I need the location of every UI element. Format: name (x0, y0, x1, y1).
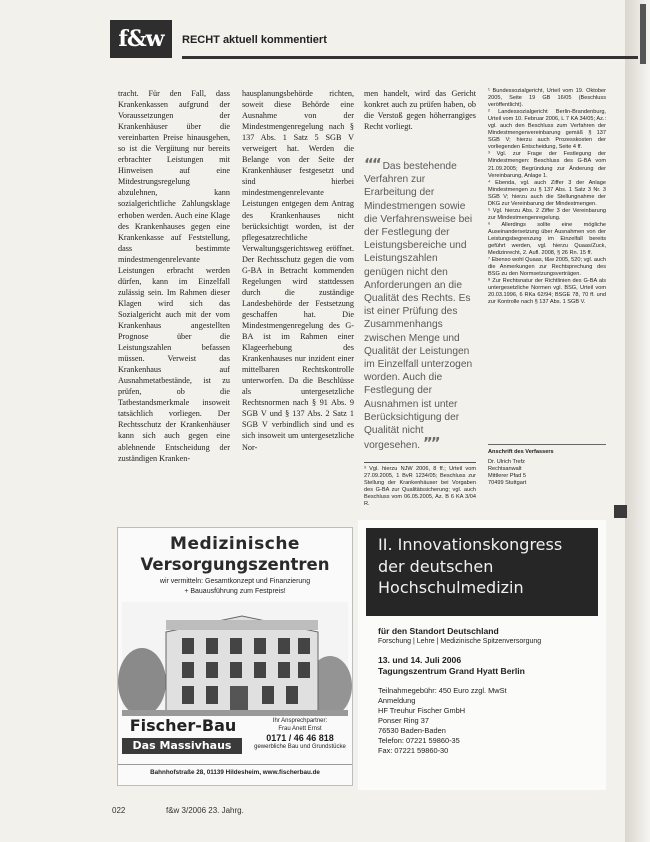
author-address-title: Anschrift des Verfassers (488, 449, 554, 455)
ad-brand-name: Fischer-Bau (129, 716, 237, 735)
footnote: ¹ Bundessozialgericht, Urteil vom 19. Oktober 2005, Seite 19 GB 16/05 (Beschluss veröffentlicht). (488, 88, 606, 109)
ad-contact-name: Frau Anett Ernst (278, 725, 322, 732)
ad-contact-note: gewerbliche Bau und Grundstücke (254, 744, 346, 750)
page-gutter-shadow (625, 0, 650, 842)
author-rule (488, 444, 606, 445)
ad-title (378, 534, 598, 599)
ad-phone: 0171 / 46 46 818 (266, 733, 334, 743)
section-title: RECHT aktuell kommentiert (182, 34, 327, 46)
author-address (488, 449, 606, 487)
ad-subtitle: für den Standort Deutschland (378, 626, 499, 636)
journal-logo: f&w (110, 20, 172, 58)
ad-info (378, 626, 600, 756)
ad-subline-2: + Bauausführung zum Festpreis! (184, 588, 286, 595)
footnote-col3: ³ Vgl. hierzu NJW 2006, 8 ff.; Urteil vom 27.09.2005, 1 BvR 1234/05; Beschluss zur Stellung der Krankenhäuser bei Vorgaben des G-BA zur Qualitätssicherung; vgl. auch Beschluss vom 06.05.2005, Az. B 6 KA 3/04 R. (364, 466, 476, 507)
ad-date: 13. und 14. Juli 2006 (378, 655, 462, 665)
footnote: ⁴ Ebenda, vgl. auch Ziffer 3 der Anlage Mindestmengen zu § 137 Abs. 1 Satz 3 Nr. 3 SGB V; hierzu auch die Stellungnahme der DKG zur Vereinbarung der Mindestmengen. (488, 179, 606, 207)
article-column-3 (364, 88, 476, 156)
ad-fee: Teilnahmegebühr: 450 Euro zzgl. MwSt (378, 686, 507, 695)
article-paragraph: tracht. Für den Fall, dass Krankenkassen aufgrund der Voraussetzungen der Krankenhäuser über die vereinbarten Preise hinausgehen, so ist die Vergütung nur bereits erbrachter Leistungen mit Hinweisen auf eine Mitdestrungsregelung abzulehnen, kann sozialgerichtliche Zahlungsklage erhoben werden. Auch eine Klage des Krankenhauses gegen eine Krankenkasse auf Feststellung, dass bestimmte mindestmengenrelevante Leistungen erbracht werden dürfen, kann im Einzelfall zulässig sein. Im Rahmen dieser Klagen wird sich das Sozialgericht auch mit der vom Krankenhaus angestellten Prognose über die Leistungszahlen befassen müssen. Verweist das Krankenhaus auf Ausnahmetatbestände, ist zu prüfen, ob die Tatbestandsmerkmale insoweit tatsächlich vorliegen. Der Rechtsschutz der Krankenhäuser kann sich auch gegen eine ablehnende Entscheidung der zuständigen Kranken- (118, 89, 230, 463)
footnote: ⁷ Ebenso wohl Quaas, f&w 2005, 520; vgl. auch die Anmerkungen zur Rechtsprechung des BSG zu den Normsetzungsverträgen. (488, 257, 607, 278)
article-column-2 (242, 88, 354, 504)
author-line: 70499 Stuttgart (488, 480, 527, 487)
ad-subline (118, 577, 352, 599)
building-illustration (122, 602, 348, 716)
page-header (110, 20, 638, 58)
author-line: Dr. Ulrich Trefz (488, 459, 525, 466)
ad-contact-label: Ihr Ansprechpartner: (272, 718, 328, 724)
ad-org-label: Anmeldung (378, 696, 416, 705)
ad-title-line: der deutschen (378, 556, 494, 576)
ad-headline: Medizinische (170, 534, 300, 554)
ad-telephone: Telefon: 07221 59860-35 (378, 736, 460, 745)
ad-city: 76530 Baden-Baden (378, 726, 446, 735)
ad-org: HF Treuhur Fischer GmbH (378, 706, 466, 715)
footnote-rule (364, 462, 476, 463)
ad-fax: Fax: 07221 59860-30 (378, 746, 449, 755)
ad-venue: Tagungszentrum Grand Hyatt Berlin (378, 666, 525, 676)
ad-slogan: Das Massivhaus (122, 738, 242, 754)
ad-tagline: Forschung | Lehre | Medizinische Spitzenversorgung (378, 638, 542, 645)
header-rule (182, 56, 638, 59)
article-paragraph: hausplanungsbehörde richten, soweit diese Behörde eine Ausnahme von der Mindestmengenregelung nach § 137 Abs. 1 Satz 5 SGB V verweigert hat. Werden die Belange von der Seite der Krankenhäuser festgesetzt und sind hierbei mindestmengenrelevante Leistungen entgegen dem Antrag des Krankenhauses nicht berücksichtigt worden, ist der pflegesatzrechtliche Verwaltungsgerichtsweg eröffnet. Der Rechtsschutz gegen die vom G-BA in Betracht kommenden Regelungen wird stattdessen durch die zuständige Landesbehörde der Festsetzung geschaffen hat. Die Mindestmengenregelung des G-BA ist im Rahmen einer Klageerhebung des Krankenhauses nur inzident einer mittelbaren Rechtskontrolle unterworfen. Da die Beschlüsse als untergesetzliche Rechtsnormen nach § 91 Abs. 9 SGB V und § 137 Abs. 2 Satz 1 SGB V verbindlich sind und es sich insoweit um untergesetzliche Nor- (242, 89, 354, 452)
ad-headline-2: Versorgungszentren (140, 555, 330, 574)
ad-contact (250, 718, 350, 752)
pull-quote (364, 155, 476, 458)
ad-innovationskongress[interactable] (358, 520, 606, 790)
pull-quote-text: Das bestehende Verfahren zur Erarbeitung der Mindestmengen sowie die Verfahrensweise bei der Festlegung der Leistungsbereiche und Leistungszahlen genügen nicht den Anforderungen an die Qualität des Rechts. Es ist einer Prüfung des Zusammenhangs zwischen Menge und Qualität der Leistungen im Einzelfall unterzogen worden. Auch die Festlegung der Ausnahmen ist unter Berücksichtigung der Qualität nicht vorgesehen. (364, 161, 473, 452)
footnotes-column (488, 88, 606, 428)
page-edge-mark (640, 4, 646, 64)
footnote: ³ Vgl. zur Frage der Festlegung der Mindestmengen: Beschluss des G-BA vom 21.09.2005; Begründung zur Änderung der Vereinbarung, Anlage 1. (488, 151, 606, 179)
footnote: ² Landessozialgericht Berlin-Brandenburg, Urteil vom 10. Februar 2006, L 7 KA 34/05; Az.: vgl. auch den Beschluss zum Verfahren der Mindestmengenvereinbarung gemäß § 137 SGB V; hierzu auch Prozesskosten der vorliegenden Entscheidung, Seite 4 ff. (488, 109, 606, 151)
ad-title-line: II. Innovationskongress (378, 535, 563, 554)
ad-address: Bahnhofstraße 28, 01139 Hildesheim, www.fischerbau.de (118, 764, 352, 781)
page-number: 022 (112, 806, 126, 815)
author-line: Mittlerer Pfad 5 (488, 473, 526, 480)
article-paragraph: men handelt, wird das Gericht konkret auch zu prüfen haben, ob die Verstoß gegen höherrangiges Recht vorliegt. (364, 89, 476, 132)
ad-street: Ponser Ring 37 (378, 716, 429, 725)
quote-open-mark: ““ (364, 155, 380, 173)
ad-subline-1: wir vermitteln: Gesamtkonzept und Finanzierung (159, 578, 311, 585)
ad-fischer-bau[interactable] (117, 527, 353, 786)
article-column-1 (118, 88, 230, 504)
footnote: ⁵ Vgl. hierzu Abs. 2 Ziffer 3 der Vereinbarung zur Mindestmengenregelung. (488, 207, 606, 221)
author-line: Rechtsanwalt (488, 466, 522, 473)
journal-issue: f&w 3/2006 23. Jahrg. (166, 806, 244, 815)
ad-title-line: Hochschulmedizin (378, 578, 524, 597)
footnote: ⁸ Zur Rechtsnatur der Richtlinien des G-BA als untergesetzliche Normen vgl. BSG, Urteil vom 20.03.1996, 6 RKa 62/94; BSGE 78, 70 ff. und zur Kontrolle nach § 137 Abs. 1 SGB V. (488, 278, 606, 306)
quote-close-mark: ”” (422, 434, 439, 453)
end-of-article-square (614, 505, 627, 518)
footnote: ⁶ Allerdings sollte eine mögliche Auseinandersetzung über Ausnahmen von der Leistungsbegrenzung im Einzelfall bereits geführt werden, vgl. hierzu Quaas/Zuck, Medizinrecht, 2. Aufl. 2008, § 26 Rn. 15 ff. (488, 221, 606, 257)
